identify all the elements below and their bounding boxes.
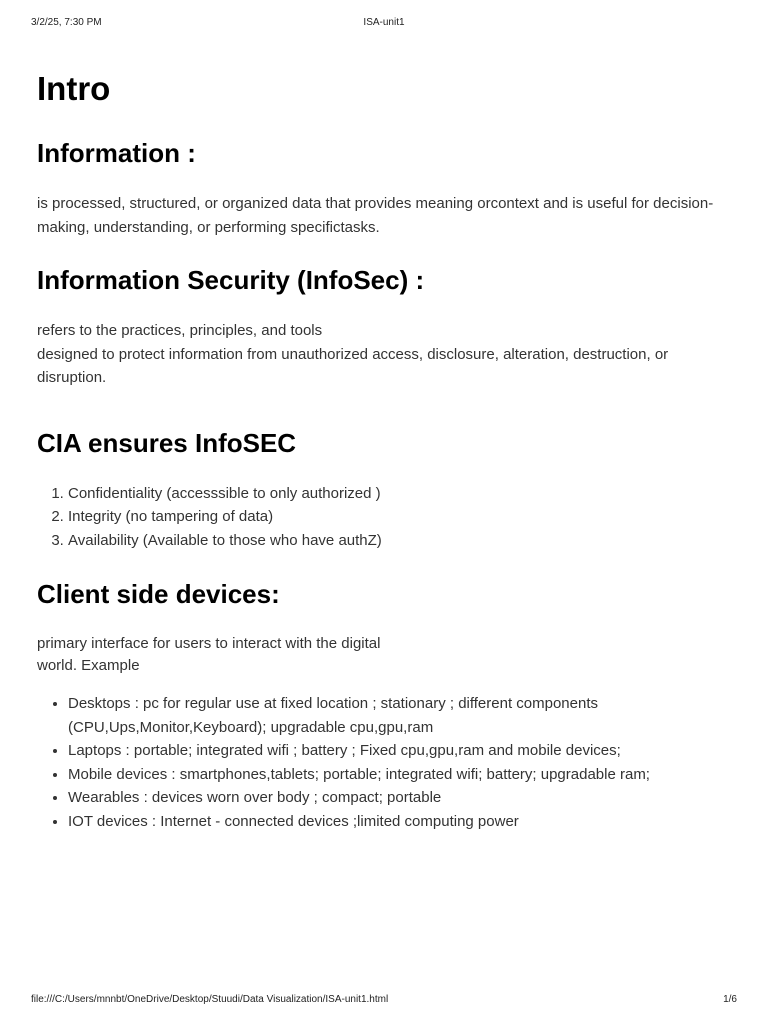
cia-item-availability: 3. Availability (Available to those who have authZ) [68,529,717,553]
print-title: ISA-unit1 [363,17,405,28]
device-item-iot: • IOT devices : Internet - connected devices ;limited computing power [68,810,717,834]
infosec-line-1: refers to the practices, principles, and tools [37,322,323,339]
client-intro-line-1: primary interface for users to interact with the digital [37,635,381,652]
print-page-number: 1/6 [723,994,737,1005]
section-heading-cia: CIA ensures InfoSEC [37,427,297,458]
section-heading-information: Information : [37,138,196,168]
device-item-desktops: • Desktops : pc for regular use at fixed location ; stationary ; different components (CPU,Ups,Monitor,Keyboard); upgradable cpu,gpu,ram [68,692,717,739]
client-devices-list [37,692,717,833]
infosec-definition [37,319,717,390]
device-item-wearables: • Wearables : devices worn over body ; compact; portable [68,786,717,810]
cia-list [37,482,717,553]
print-footer [0,994,768,1008]
information-definition: is processed, structured, or organized data that provides meaning orcontext and is useful for decision-making, understanding, or performing specifictasks. [37,195,714,236]
client-intro-line-2: world. Example [37,657,140,674]
document-body [37,60,717,833]
device-item-mobile: • Mobile devices : smartphones,tablets; portable; integrated wifi; battery; upgradable ram; [68,763,717,787]
print-header [0,17,768,31]
document-title: Intro [37,70,111,107]
device-item-laptops: • Laptops : portable; integrated wifi ; battery ; Fixed cpu,gpu,ram and mobile devices; [68,739,717,763]
client-devices-intro [37,633,717,677]
cia-item-confidentiality: 1. Confidentiality (accesssible to only authorized ) [68,482,717,506]
infosec-line-2: designed to protect information from unauthorized access, disclosure, alteration, destruction, or disruption. [37,345,669,386]
cia-item-integrity: 2. Integrity (no tampering of data) [68,505,717,529]
section-heading-infosec: Information Security (InfoSec) : [37,265,425,295]
section-heading-client-devices: Client side devices: [37,579,280,609]
print-file-path: file:///C:/Users/mnnbt/OneDrive/Desktop/Stuudi/Data Visualization/ISA-unit1.html [31,994,389,1005]
print-datetime: 3/2/25, 7:30 PM [31,17,102,28]
